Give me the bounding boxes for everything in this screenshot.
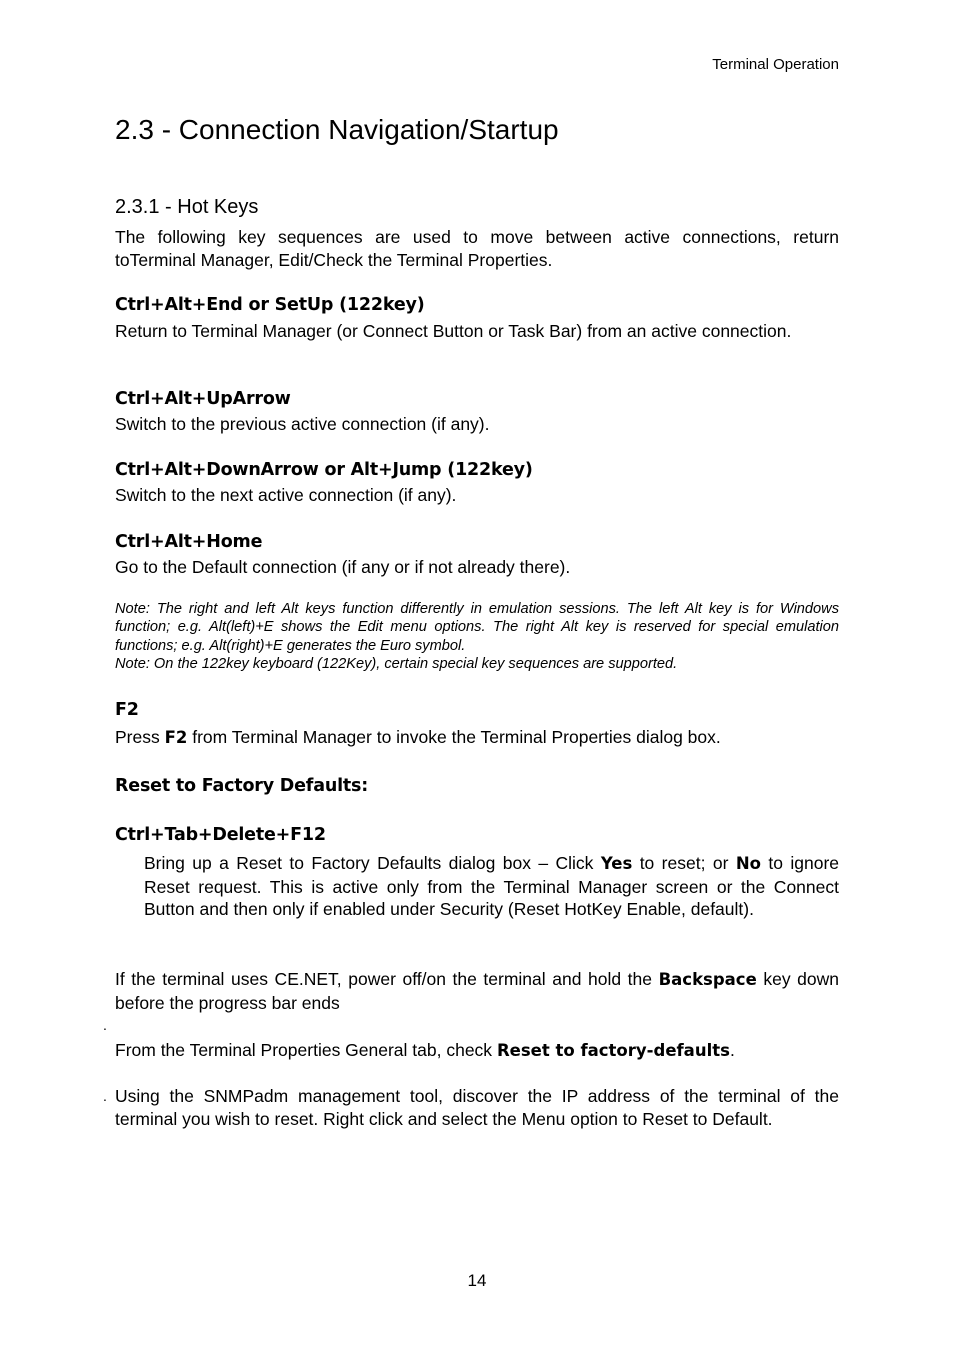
bullet-dot: . <box>103 1017 107 1033</box>
reset-heading: Reset to Factory Defaults: <box>115 776 369 796</box>
hotkey-description: Switch to the next active connection (if any). <box>115 485 457 505</box>
snmpadm-paragraph: Using the SNMPadm management tool, discover the IP address of the terminal of the terminal you wish to reset. Right click and select the Menu option to Reset to Default. <box>115 1086 839 1129</box>
ce-net-text: key down before the progress bar ends <box>115 969 840 1013</box>
f2-key: F2 <box>164 728 188 747</box>
reset-text: Bring up a Reset to Factory Defaults dialog box – Click <box>144 853 601 873</box>
reset-hotkey-label: Ctrl+Tab+Delete+F12 <box>115 825 326 845</box>
intro-paragraph: The following key sequences are used to move between active connections, return toTerminal Manager, Edit/Check the Terminal Properties. <box>115 227 839 270</box>
general-tab-paragraph <box>115 1039 839 1063</box>
reset-defaults-keyword: Reset to factory-defaults <box>496 1041 730 1060</box>
f2-heading: F2 <box>115 700 139 720</box>
yes-keyword: Yes <box>600 854 633 873</box>
note-alt-keys: Note: The right and left Alt keys function differently in emulation sessions. The left Alt key is for Windows function; e.g. Alt(left)+E shows the Edit menu options. The right Alt key is reserved for special emulation functions; e.g. Alt(right)+E generates the Euro symbol. <box>115 601 839 654</box>
no-keyword: No <box>735 854 761 873</box>
reset-hotkey-description <box>144 852 839 921</box>
hotkey-label: Ctrl+Alt+UpArrow <box>115 389 291 409</box>
general-tab-text: From the Terminal Properties General tab, check <box>115 1040 497 1060</box>
hotkey-description: Return to Terminal Manager (or Connect Button or Task Bar) from an active connection. <box>115 321 792 341</box>
f2-description <box>115 726 839 750</box>
reset-text: to ignore Reset request. This is active only from the Terminal Manager screen or the Connect Button and then only if enabled under Security (Reset HotKey Enable, default). <box>144 853 840 919</box>
f2-pre: Press <box>115 727 165 747</box>
general-tab-text: . <box>729 1040 735 1060</box>
hotkey-description: Go to the Default connection (if any or if not already there). <box>115 557 571 577</box>
running-header: Terminal Operation <box>712 56 839 73</box>
hotkey-description: Switch to the previous active connection (if any). <box>115 414 490 434</box>
hotkey-label: Ctrl+Alt+DownArrow or Alt+Jump (122key) <box>115 460 533 480</box>
backspace-keyword: Backspace <box>658 970 757 989</box>
page-number: 14 <box>467 1271 487 1290</box>
hotkey-label: Ctrl+Alt+Home <box>115 532 263 552</box>
ce-net-text: If the terminal uses CE.NET, power off/on the terminal and hold the <box>115 969 659 989</box>
subsection-title: 2.3.1 - Hot Keys <box>115 196 259 218</box>
section-title: 2.3 - Connection Navigation/Startup <box>115 114 559 145</box>
f2-post: from Terminal Manager to invoke the Terminal Properties dialog box. <box>187 727 721 747</box>
hotkey-label: Ctrl+Alt+End or SetUp (122key) <box>115 295 425 315</box>
reset-text: to reset; or <box>632 853 736 873</box>
bullet-dot: . <box>103 1088 107 1104</box>
ce-net-paragraph <box>115 968 839 1014</box>
note-122key: Note: On the 122key keyboard (122Key), certain special key sequences are supported. <box>115 656 678 672</box>
